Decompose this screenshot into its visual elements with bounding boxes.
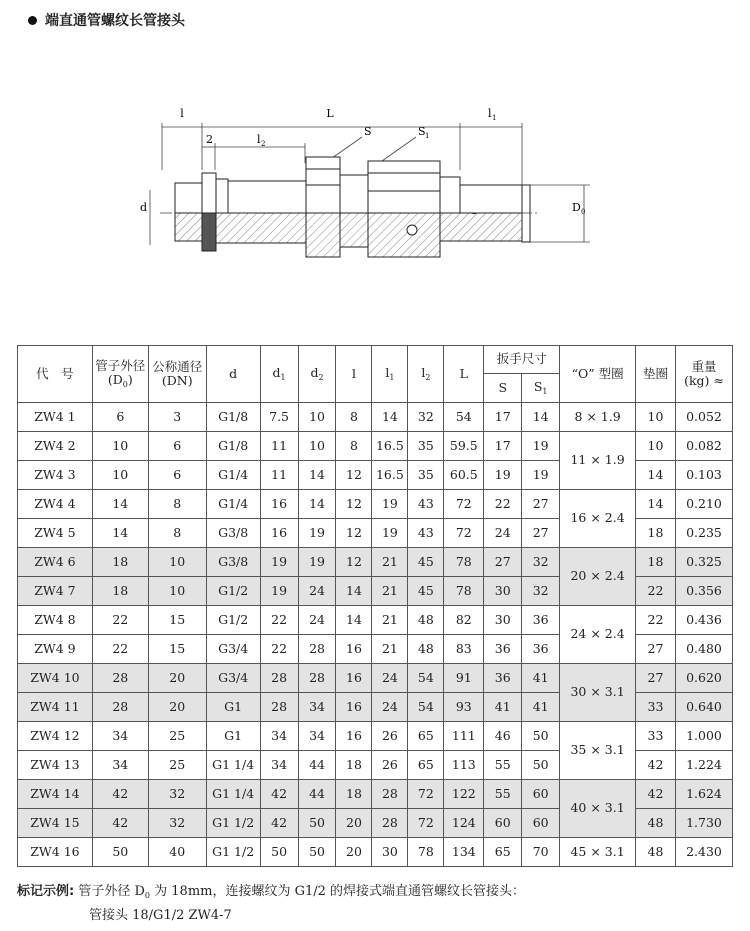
cell-DN: 25 xyxy=(148,751,206,780)
cell-L: 93 xyxy=(444,693,484,722)
cell-S1: 19 xyxy=(522,432,560,461)
cell-d: G1/8 xyxy=(206,432,260,461)
cell-d1: 19 xyxy=(260,548,298,577)
cell-gasket: 27 xyxy=(636,664,676,693)
dim-l: l xyxy=(180,107,184,120)
cell-D0: 22 xyxy=(92,635,148,664)
table-row xyxy=(18,722,733,751)
cell-oring: 11 × 1.9 xyxy=(560,432,636,490)
cell-d1: 16 xyxy=(260,490,298,519)
page-title xyxy=(28,10,185,30)
cell-code: ZW4 16 xyxy=(18,838,93,867)
cell-gasket: 18 xyxy=(636,519,676,548)
cell-d: G1/2 xyxy=(206,577,260,606)
technical-drawing xyxy=(120,95,640,280)
cell-L: 83 xyxy=(444,635,484,664)
cell-l: 16 xyxy=(336,722,372,751)
cell-d2: 24 xyxy=(298,577,336,606)
cell-l2: 54 xyxy=(408,664,444,693)
cell-d: G1 1/4 xyxy=(206,751,260,780)
cell-l: 18 xyxy=(336,780,372,809)
dim-l2-sub: 2 xyxy=(261,140,266,148)
header-l1: $l_1$ xyxy=(372,346,408,403)
cell-L: 59.5 xyxy=(444,432,484,461)
cell-L: 60.5 xyxy=(444,461,484,490)
cell-d2: 28 xyxy=(298,664,336,693)
cell-d1: 7.5 xyxy=(260,403,298,432)
cell-weight: 0.640 xyxy=(675,693,732,722)
cell-code: ZW4 14 xyxy=(18,780,93,809)
dim-L: L xyxy=(326,107,334,120)
cell-d2: 19 xyxy=(298,548,336,577)
cell-D0: 22 xyxy=(92,606,148,635)
cell-D0: 10 xyxy=(92,432,148,461)
cell-l2: 72 xyxy=(408,809,444,838)
dim-d: d xyxy=(140,201,148,214)
cell-DN: 6 xyxy=(148,461,206,490)
cell-L: 78 xyxy=(444,548,484,577)
cell-d1: 50 xyxy=(260,838,298,867)
cell-S1: 36 xyxy=(522,606,560,635)
cell-l1: 26 xyxy=(372,751,408,780)
cell-l: 20 xyxy=(336,838,372,867)
cell-l2: 35 xyxy=(408,432,444,461)
cell-DN: 25 xyxy=(148,722,206,751)
cell-d2: 10 xyxy=(298,403,336,432)
cell-gasket: 33 xyxy=(636,722,676,751)
cell-d2: 34 xyxy=(298,693,336,722)
cell-code: ZW4 10 xyxy=(18,664,93,693)
cell-S: 36 xyxy=(484,635,522,664)
cell-L: 54 xyxy=(444,403,484,432)
cell-L: 124 xyxy=(444,809,484,838)
cell-S1: 32 xyxy=(522,577,560,606)
table-row xyxy=(18,403,733,432)
cell-D0: 34 xyxy=(92,722,148,751)
cell-l2: 45 xyxy=(408,548,444,577)
cell-code: ZW4 1 xyxy=(18,403,93,432)
cell-weight: 2.430 xyxy=(675,838,732,867)
cell-l2: 32 xyxy=(408,403,444,432)
cell-DN: 15 xyxy=(148,635,206,664)
cell-DN: 8 xyxy=(148,519,206,548)
cell-S1: 70 xyxy=(522,838,560,867)
header-weight: 重量 (kg) ≈ xyxy=(675,346,732,403)
cell-gasket: 27 xyxy=(636,635,676,664)
cell-S1: 27 xyxy=(522,519,560,548)
note-label: 标记示例 xyxy=(17,884,70,899)
table-row xyxy=(18,432,733,461)
cell-S: 30 xyxy=(484,606,522,635)
cell-DN: 32 xyxy=(148,780,206,809)
cell-d: G3/4 xyxy=(206,635,260,664)
cell-d2: 10 xyxy=(298,432,336,461)
cell-weight: 0.620 xyxy=(675,664,732,693)
cell-oring: 35 × 3.1 xyxy=(560,722,636,780)
cell-D0: 42 xyxy=(92,780,148,809)
cell-oring: 16 × 2.4 xyxy=(560,490,636,548)
cell-code: ZW4 12 xyxy=(18,722,93,751)
cell-l: 8 xyxy=(336,403,372,432)
cell-S1: 41 xyxy=(522,664,560,693)
cell-weight: 1.224 xyxy=(675,751,732,780)
cell-l1: 21 xyxy=(372,606,408,635)
cell-l: 14 xyxy=(336,577,372,606)
table-row xyxy=(18,548,733,577)
cell-code: ZW4 5 xyxy=(18,519,93,548)
cell-gasket: 48 xyxy=(636,838,676,867)
cell-weight: 0.235 xyxy=(675,519,732,548)
cell-l2: 35 xyxy=(408,461,444,490)
cell-L: 113 xyxy=(444,751,484,780)
cell-weight: 0.356 xyxy=(675,577,732,606)
cell-L: 111 xyxy=(444,722,484,751)
header-L: L xyxy=(444,346,484,403)
cell-S: 19 xyxy=(484,461,522,490)
cell-d: G3/4 xyxy=(206,664,260,693)
cell-l1: 14 xyxy=(372,403,408,432)
cell-L: 91 xyxy=(444,664,484,693)
cell-d1: 11 xyxy=(260,461,298,490)
dim-S1: S xyxy=(418,125,426,138)
cell-l2: 43 xyxy=(408,490,444,519)
cell-l2: 65 xyxy=(408,751,444,780)
cell-d2: 19 xyxy=(298,519,336,548)
cell-l: 12 xyxy=(336,490,372,519)
cell-oring: 8 × 1.9 xyxy=(560,403,636,432)
cell-S1: 50 xyxy=(522,722,560,751)
cell-D0: 18 xyxy=(92,548,148,577)
dim-l1-sub: 1 xyxy=(492,114,497,122)
cell-oring: 20 × 2.4 xyxy=(560,548,636,606)
cell-d: G1/2 xyxy=(206,606,260,635)
cell-code: ZW4 8 xyxy=(18,606,93,635)
cell-D0: 42 xyxy=(92,809,148,838)
cell-gasket: 33 xyxy=(636,693,676,722)
cell-l1: 21 xyxy=(372,635,408,664)
cell-l2: 43 xyxy=(408,519,444,548)
cell-d1: 34 xyxy=(260,751,298,780)
cell-S1: 50 xyxy=(522,751,560,780)
cell-weight: 1.000 xyxy=(675,722,732,751)
dim-D0-sub: 0 xyxy=(581,208,586,216)
marking-example xyxy=(17,882,525,926)
cell-S: 30 xyxy=(484,577,522,606)
cell-d1: 42 xyxy=(260,809,298,838)
cell-l: 12 xyxy=(336,461,372,490)
cell-l1: 24 xyxy=(372,693,408,722)
header-nominal: 公称通径 (DN) xyxy=(148,346,206,403)
cell-weight: 0.210 xyxy=(675,490,732,519)
cell-code: ZW4 11 xyxy=(18,693,93,722)
cell-d2: 50 xyxy=(298,809,336,838)
header-S1: $S_1$ xyxy=(522,374,560,403)
cell-d1: 19 xyxy=(260,577,298,606)
cell-D0: 34 xyxy=(92,751,148,780)
cell-code: ZW4 3 xyxy=(18,461,93,490)
cell-l1: 28 xyxy=(372,809,408,838)
cell-L: 72 xyxy=(444,519,484,548)
cell-DN: 10 xyxy=(148,548,206,577)
cell-l1: 24 xyxy=(372,664,408,693)
cell-d: G1/4 xyxy=(206,490,260,519)
cell-d2: 24 xyxy=(298,606,336,635)
cell-d: G3/8 xyxy=(206,519,260,548)
cell-oring: 24 × 2.4 xyxy=(560,606,636,664)
cell-weight: 0.103 xyxy=(675,461,732,490)
dim-S: S xyxy=(364,125,372,138)
cell-d: G1/4 xyxy=(206,461,260,490)
cell-d2: 50 xyxy=(298,838,336,867)
cell-S: 60 xyxy=(484,809,522,838)
cell-l1: 19 xyxy=(372,519,408,548)
cell-S1: 14 xyxy=(522,403,560,432)
cell-weight: 0.325 xyxy=(675,548,732,577)
cell-S: 24 xyxy=(484,519,522,548)
cell-D0: 14 xyxy=(92,519,148,548)
o-ring-icon xyxy=(407,225,417,235)
cell-d2: 14 xyxy=(298,461,336,490)
dim-D0: D xyxy=(572,201,581,214)
table-row xyxy=(18,838,733,867)
cell-d: G1/8 xyxy=(206,403,260,432)
cell-d: G1 1/2 xyxy=(206,838,260,867)
cell-DN: 8 xyxy=(148,490,206,519)
cell-D0: 10 xyxy=(92,461,148,490)
cell-DN: 6 xyxy=(148,432,206,461)
cell-l1: 30 xyxy=(372,838,408,867)
cell-l: 20 xyxy=(336,809,372,838)
cell-gasket: 18 xyxy=(636,548,676,577)
cell-S: 36 xyxy=(484,664,522,693)
header-wrench: 扳手尺寸 xyxy=(484,346,560,374)
cell-l: 16 xyxy=(336,664,372,693)
cell-l1: 21 xyxy=(372,548,408,577)
cell-DN: 20 xyxy=(148,664,206,693)
header-gasket: 垫圈 xyxy=(636,346,676,403)
cell-d: G1 1/2 xyxy=(206,809,260,838)
cell-S1: 19 xyxy=(522,461,560,490)
cell-l: 16 xyxy=(336,635,372,664)
cell-gasket: 14 xyxy=(636,490,676,519)
note-line-2: 管接头 18/G1/2 ZW4-7 xyxy=(89,908,232,923)
cell-oring: 45 × 3.1 xyxy=(560,838,636,867)
cell-S: 46 xyxy=(484,722,522,751)
header-code: 代 号 xyxy=(18,346,93,403)
cell-weight: 0.052 xyxy=(675,403,732,432)
cell-code: ZW4 6 xyxy=(18,548,93,577)
cell-code: ZW4 9 xyxy=(18,635,93,664)
header-l: l xyxy=(336,346,372,403)
cell-d: G1 xyxy=(206,693,260,722)
cell-l1: 16.5 xyxy=(372,432,408,461)
cell-code: ZW4 13 xyxy=(18,751,93,780)
cell-oring: 40 × 3.1 xyxy=(560,780,636,838)
cell-D0: 28 xyxy=(92,664,148,693)
cell-L: 72 xyxy=(444,490,484,519)
cell-S1: 32 xyxy=(522,548,560,577)
spec-table xyxy=(17,345,733,867)
cell-weight: 0.480 xyxy=(675,635,732,664)
cell-DN: 40 xyxy=(148,838,206,867)
cell-S: 55 xyxy=(484,780,522,809)
cell-l: 14 xyxy=(336,606,372,635)
cell-d2: 14 xyxy=(298,490,336,519)
cell-l1: 28 xyxy=(372,780,408,809)
table-row xyxy=(18,606,733,635)
cell-S: 65 xyxy=(484,838,522,867)
cell-d: G1 xyxy=(206,722,260,751)
cell-d1: 28 xyxy=(260,693,298,722)
cell-D0: 6 xyxy=(92,403,148,432)
cell-weight: 1.624 xyxy=(675,780,732,809)
cell-S: 17 xyxy=(484,432,522,461)
cell-S: 41 xyxy=(484,693,522,722)
cell-gasket: 22 xyxy=(636,577,676,606)
cell-S: 17 xyxy=(484,403,522,432)
cell-l1: 16.5 xyxy=(372,461,408,490)
cell-d: G3/8 xyxy=(206,548,260,577)
cell-gasket: 42 xyxy=(636,780,676,809)
header-d2: $d_2$ xyxy=(298,346,336,403)
dim-l2: l xyxy=(257,133,261,146)
cell-l2: 72 xyxy=(408,780,444,809)
cell-S: 27 xyxy=(484,548,522,577)
cell-d1: 16 xyxy=(260,519,298,548)
title-text: 端直通管螺纹长管接头 xyxy=(45,13,185,29)
header-oring: “O” 型圈 xyxy=(560,346,636,403)
table-row xyxy=(18,664,733,693)
cell-DN: 10 xyxy=(148,577,206,606)
cell-DN: 32 xyxy=(148,809,206,838)
cell-l: 12 xyxy=(336,519,372,548)
cell-S1: 41 xyxy=(522,693,560,722)
cell-D0: 28 xyxy=(92,693,148,722)
cell-d1: 11 xyxy=(260,432,298,461)
cell-gasket: 10 xyxy=(636,432,676,461)
cell-d2: 44 xyxy=(298,780,336,809)
cell-d: G1 1/4 xyxy=(206,780,260,809)
cell-d1: 34 xyxy=(260,722,298,751)
table-row xyxy=(18,780,733,809)
cell-DN: 20 xyxy=(148,693,206,722)
cell-S: 22 xyxy=(484,490,522,519)
cell-weight: 1.730 xyxy=(675,809,732,838)
cell-d2: 34 xyxy=(298,722,336,751)
cell-gasket: 22 xyxy=(636,606,676,635)
cell-D0: 50 xyxy=(92,838,148,867)
cell-l2: 48 xyxy=(408,635,444,664)
cell-d1: 22 xyxy=(260,635,298,664)
header-d1: $d_1$ xyxy=(260,346,298,403)
cell-S1: 36 xyxy=(522,635,560,664)
cell-l: 8 xyxy=(336,432,372,461)
cell-gasket: 48 xyxy=(636,809,676,838)
note-line-1: 标记示例: 管子外径 $D_0$ 为 18mm，连接螺纹为 G1/2 的焊接式端直通管螺纹长管接头： xyxy=(17,884,526,900)
cell-l: 12 xyxy=(336,548,372,577)
cell-L: 78 xyxy=(444,577,484,606)
dim-l1: l xyxy=(488,107,492,120)
cell-S1: 60 xyxy=(522,780,560,809)
cell-code: ZW4 7 xyxy=(18,577,93,606)
cell-d2: 28 xyxy=(298,635,336,664)
cell-gasket: 10 xyxy=(636,403,676,432)
cell-S1: 60 xyxy=(522,809,560,838)
cell-L: 122 xyxy=(444,780,484,809)
cell-l2: 48 xyxy=(408,606,444,635)
cell-D0: 18 xyxy=(92,577,148,606)
cell-weight: 0.082 xyxy=(675,432,732,461)
cell-DN: 3 xyxy=(148,403,206,432)
cell-l: 16 xyxy=(336,693,372,722)
cell-d2: 44 xyxy=(298,751,336,780)
cell-l: 18 xyxy=(336,751,372,780)
dim-S1-sub: 1 xyxy=(425,132,430,140)
cell-l2: 45 xyxy=(408,577,444,606)
cell-L: 134 xyxy=(444,838,484,867)
cell-DN: 15 xyxy=(148,606,206,635)
header-l2: $l_2$ xyxy=(408,346,444,403)
table-row xyxy=(18,490,733,519)
cell-d1: 28 xyxy=(260,664,298,693)
cell-code: ZW4 4 xyxy=(18,490,93,519)
cell-l1: 26 xyxy=(372,722,408,751)
cell-l2: 54 xyxy=(408,693,444,722)
cell-l1: 21 xyxy=(372,577,408,606)
cell-gasket: 42 xyxy=(636,751,676,780)
cell-code: ZW4 15 xyxy=(18,809,93,838)
cell-gasket: 14 xyxy=(636,461,676,490)
cell-code: ZW4 2 xyxy=(18,432,93,461)
header-d: d xyxy=(206,346,260,403)
dim-2: 2 xyxy=(206,133,213,146)
cell-l1: 19 xyxy=(372,490,408,519)
cell-d1: 22 xyxy=(260,606,298,635)
cell-l2: 78 xyxy=(408,838,444,867)
cell-S: 55 xyxy=(484,751,522,780)
header-outer-dia: 管子外径 $(D_0)$ xyxy=(92,346,148,403)
cell-L: 82 xyxy=(444,606,484,635)
cell-weight: 0.436 xyxy=(675,606,732,635)
cell-S1: 27 xyxy=(522,490,560,519)
cell-oring: 30 × 3.1 xyxy=(560,664,636,722)
cell-D0: 14 xyxy=(92,490,148,519)
bullet-icon xyxy=(28,16,37,25)
cell-d1: 42 xyxy=(260,780,298,809)
header-S: S xyxy=(484,374,522,403)
cell-l2: 65 xyxy=(408,722,444,751)
